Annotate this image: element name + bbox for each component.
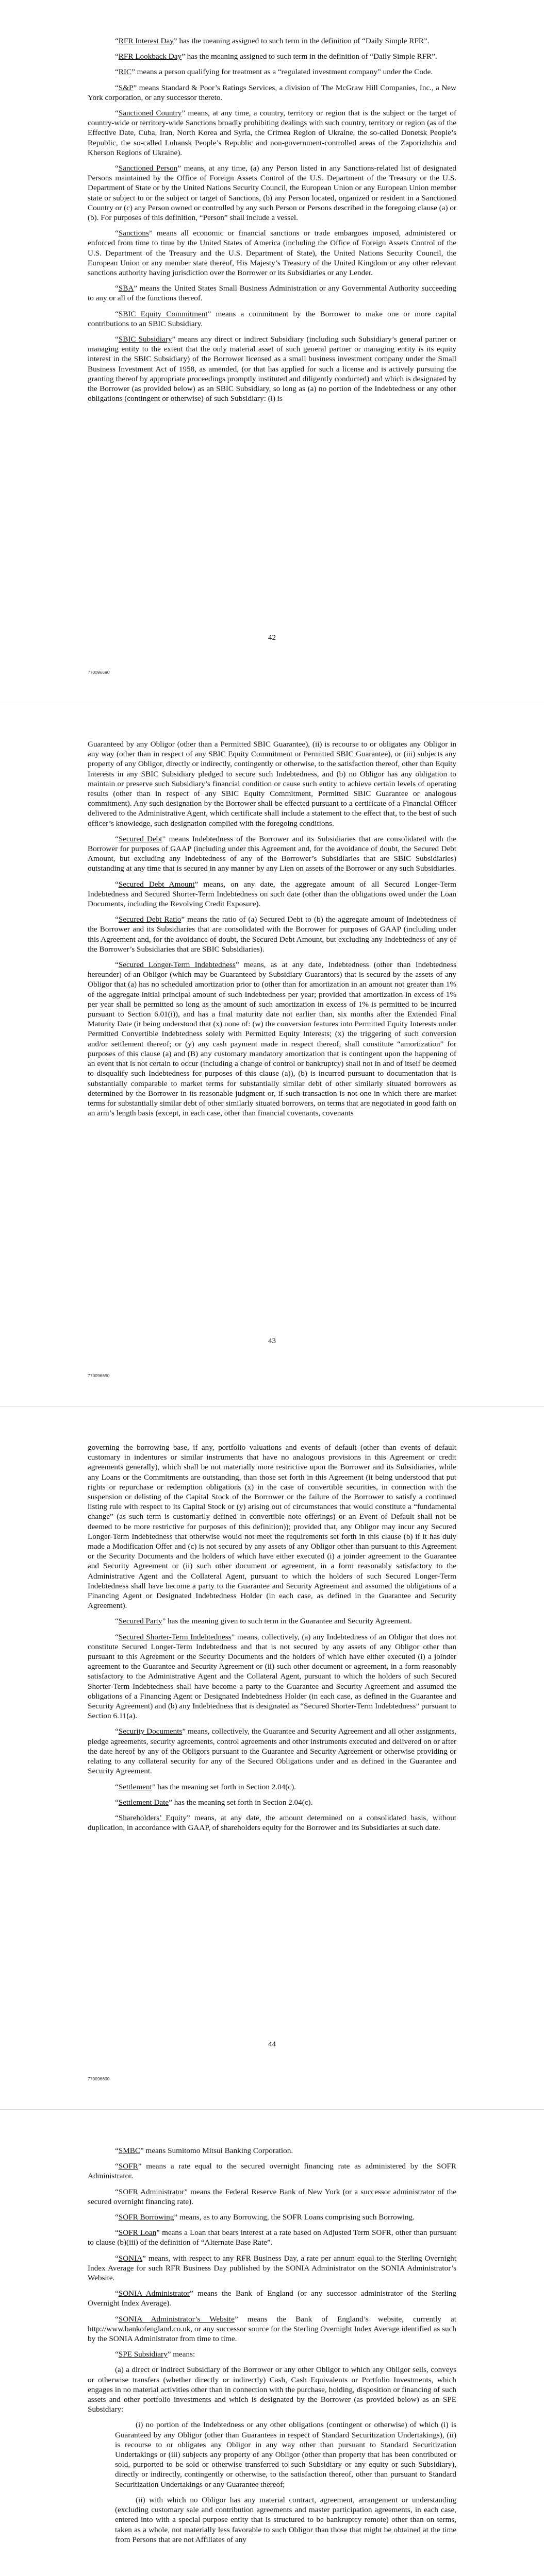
definition-text: ” means the Federal Reserve Bank of New York (or a successor administrator of the secured overnight financing rate). [88,2187,456,2206]
definition-paragraph: “Secured Debt” means Indebtedness of the Borrower and its Subsidiaries that are consolidated with the Borrower for purposes of GAAP (including under this Agreement and, for the avoidance of doubt, the Secured Debt Amount, but excluding any Indebtedness of any of the Borrower’s Subsidiaries that are SBIC Subsidiaries) outstanding at any time that is secured in any manner by any Lien on assets of the Borrower or any such Subsidiaries. [88,834,457,873]
definition-text: ” means Standard & Poor’s Ratings Services, a division of The McGraw Hill Companies, Inc., a New York corporation, or any successor thereto. [88,83,456,102]
definition-text: ” means the United States Small Business Administration or any Governmental Authority succeeding to any or all of the functions thereof. [88,284,456,303]
page-number: 44 [268,2040,276,2048]
continued-paragraph: governing the borrowing base, if any, portfolio valuations and events of default (other than events of default customary in indentures or similar instruments that have no analogous provisions in this Agreement or credit agreements generally), which shall be not materially more restrictive upon the Borrower and its Subsidiaries, while any Loans or the Commitments are outstanding, than those set forth in this Agreement (it being understood that put rights or repurchase or redemption obligations (x) in the case of convertible securities, in connection with the suspension or delisting of the Capital Stock of the Borrower or the failure of the Borrower to satisfy a continued listing rule with respect to its Capital Stock or (y) arising out of circumstances that would constitute a “fundamental change” (as such term is customarily defined in convertible note offerings) or an Event of Default shall not be deemed to be more restrictive for purposes of this definition)); provided that, any Obligor may incur any Secured Longer-Term Indebtedness that otherwise would not meet the requirements set forth in this clause (b) if it has duly made a Modification Offer and (c) is not secured by any assets of any Obligor other than pursuant to this Agreement or the Security Documents and the holders of which have either executed (i) a joinder agreement to the Guarantee and Security Agreement or (ii) such other document or agreement, in a form reasonably satisfactory to the Administrative Agent and the Collateral Agent, pursuant to which the holders of such Secured Longer-Term Indebtedness shall have become a party to the Guarantee and Security Agreement and assumed the obligations of a Financing Agent or Designated Indebtedness Holder (in each case, as defined in the Guarantee and Security Agreement). [88,1443,456,1611]
definition-text: ” means, as at any date, Indebtedness (other than Indebtedness hereunder) of an Obligor (which may be Guaranteed by Subsidiary Guarantors) that is secured by the assets of any Obligor that (a) has no scheduled amortization prior to (other than for amortization in an amount not greater than 1% of the aggregate initial principal amount of such Indebtedness per year; provided that amortization in excess of 1% per year shall be permitted so long as the amount of such amortization in excess of 1% is permitted to be incurred pursuant to Section 6.01(i)), and has a final maturity date not earlier than, six months after the Extended Final Maturity Date (it being understood that (x) none of: (w) the conversion features into Permitted Equity Interests under Permitted Convertible Indebtedness solely with Permitted Equity Interests; (x) the triggering of such conversion and/or settlement thereof; or (y) any cash payment made in respect thereof, shall constitute “amortization” for purposes of this clause (a) and (B) any customary mandatory amortization that is contingent upon the happening of an event that is not certain to occur (including a change of control or bankruptcy) shall not in and of itself be deemed to disqualify such Indebtedness for purposes of this clause (a)), (b) is incurred pursuant to documentation that is substantially comparable to market terms for substantially similar debt of other similarly situated borrowers as determined by the Borrower in its reasonable judgment or, if such transaction is not one in which there are market terms for substantially similar debt of other similarly situated borrowers, on terms that are negotiated in good faith on an arm’s length basis (except, in each case, other than financial covenants, covenants [88,960,456,1118]
definition-paragraph: “SBA” means the United States Small Business Administration or any Governmental Authority succeeding to any or all of the functions thereof. [88,284,456,303]
defined-term: SPE Subsidiary [118,2350,168,2359]
definition-text: ” has the meaning given to such term in the Guarantee and Security Agreement. [162,1617,412,1626]
definition-text: ” has the meaning set forth in Section 2.04(c). [152,1782,296,1791]
subclause-paragraph: (ii) with which no Obligor has any material contract, agreement, arrangement or understanding (excluding customary sale and contribution agreements and master participation agreements, in each case, entered into with a special purpose entity that is structured to be bankruptcy remote) other than on terms, taken as a whole, not materially less favorable to such Obligor than those that might be obtained at the time from Persons that are not Affiliates of any [115,2495,456,2544]
document-id: 770096690 [88,2076,110,2081]
definition-paragraph: “Sanctions” means all economic or financial sanctions or trade embargoes imposed, administered or enforced from time to time by the United States of America (including the Office of Foreign Assets Control of the U.S. Department of the Treasury and the U.S. Department of State), the United Nations Security Council, the European Union or any member state thereof, His Majesty’s Treasury of the United Kingdom or any other relevant sanctions authority having jurisdiction over the Borrower or its Subsidiaries or any Lender. [88,229,456,278]
definition-paragraph: “SBIC Subsidiary” means any direct or indirect Subsidiary (including such Subsidiary’s general partner or managing entity to the extent that the only material asset of such general partner or managing entity is its equity interest in the SBIC Subsidiary) of the Borrower licensed as a small business investment company under the Small Business Investment Act of 1958, as amended, (or that has applied for such a license and is actively pursuing the granting thereof by appropriate proceedings promptly instituted and diligently conducted) and which is designated by the Borrower (as provided below) as an SBIC Subsidiary, so long as (a) no portion of the Indebtedness or any other obligations (contingent or otherwise) of such Subsidiary: (i) is [88,335,456,403]
definition-paragraph: “RFR Interest Day” has the meaning assigned to such term in the definition of “Daily Simple RFR”. [115,37,430,45]
continued-paragraph: Guaranteed by any Obligor (other than a Permitted SBIC Guarantee), (ii) is recourse to or obligates any Obligor in any way (other than in respect of any SBIC Equity Commitment or Permitted SBIC Guarantee), or (iii) subjects any property of any Obligor, directly or indirectly, contingently or otherwise, to the satisfaction thereof, other than Equity Interests in any SBIC Subsidiary pledged to secure such Indebtedness, and (b) no Obligor has any obligation to maintain or preserve such Subsidiary’s financial condition or cause such entity to achieve certain levels of operating results (other than in respect of any SBIC Equity Commitment, Permitted SBIC Guarantee or analogous commitment). Any such designation by the Borrower shall be effected pursuant to a certificate of a Financial Officer delivered to the Administrative Agent, which certificate shall include a statement to the effect that, to the best of such officer’s knowledge, such designation complied with the foregoing conditions. [88,740,456,828]
defined-term: Settlement [118,1782,152,1791]
document-id: 770096690 [88,1373,110,1378]
defined-term: Secured Debt [118,834,162,843]
definition-paragraph: “Secured Party” has the meaning given to such term in the Guarantee and Security Agreement. [115,1617,412,1626]
definition-paragraph: “Settlement Date” has the meaning set forth in Section 2.04(c). [115,1798,313,1807]
definition-text: ” means, at any time, a country, territory or region that is the subject or the target of country-wide or territory-wide Sanctions broadly prohibiting dealings with such country, territory or region (as of the Effective Date, Cuba, Iran, North Korea and Syria, the Crimea Region of Ukraine, the so-called Donetsk People’s Republic, the so-called Luhansk People’s Republic and non-government-controlled areas of the Zaporizhzhia and Kherson Regions of Ukraine). [88,109,456,157]
definition-paragraph: “Secured Debt Ratio” means the ratio of (a) Secured Debt to (b) the aggregate amount of Indebtedness of the Borrower and its Subsidiaries that are consolidated with the Borrower for purposes of GAAP (including under this Agreement and, for the avoidance of doubt, the Secured Debt Amount, but excluding any Indebtedness of any of the Borrower’s Subsidiaries that are SBIC Subsidiaries). [88,915,456,954]
definition-text: ” has the meaning assigned to such term in the definition of “Daily Simple RFR”. [173,37,430,45]
definition-text: ” means a person qualifying for treatment as a “regulated investment company” under the Code. [131,67,433,77]
definition-text: ” means, as to any Borrowing, the SOFR Loans comprising such Borrowing. [174,2213,415,2222]
defined-term: Shareholders’ Equity [118,1813,187,1822]
definition-paragraph: “SOFR” means a rate equal to the secured overnight financing rate as administered by the SOFR Administrator. [88,2162,456,2181]
definition-text: ” means a Loan that bears interest at a rate based on Adjusted Term SOFR, other than pursuant to clause (b)(iii) of the definition of “Alternate Base Rate”. [88,2228,457,2247]
subclause-paragraph: (i) no portion of the Indebtedness or any other obligations (contingent or otherwise) of which (i) is Guaranteed by any Obligor (other than Guarantees in respect of Standard Securitization Undertakings), (ii) is recourse to or obligates any Obligor in any way other than pursuant to Standard Securitization Undertakings or (iii) subjects any property of any Obligor (other than property that has been contributed or sold, purported to be sold or otherwise transferred to such Subsidiary or any equity or such Subsidiary), directly or indirectly, contingently or otherwise, to the satisfaction thereof, other than pursuant to Standard Securitization Undertakings or any Guarantee thereof; [115,2420,456,2489]
defined-term: Secured Shorter-Term Indebtedness [118,1632,232,1641]
defined-term: Secured Debt Ratio [118,915,182,924]
defined-term: Security Documents [118,1727,183,1736]
defined-term: SBIC Equity Commitment [118,309,208,318]
definition-text: ” means a commitment by the Borrower to make one or more capital contributions to an SBIC Subsidiary. [88,309,457,328]
document-page [0,2110,544,2576]
defined-term: SMBC [118,2146,140,2155]
definition-text: ” means, collectively, (a) any Indebtedness of an Obligor that does not constitute Secured Longer-Term Indebtedness and that is not secured by any assets of any Obligor other than pursuant to this Agreement or the Security Documents and the holders of which have either executed (i) a joinder agreement to the Guarantee and Security Agreement or (ii) such other document or agreement, in a form reasonably satisfactory to the Administrative Agent and the Collateral Agent, pursuant to which the holders of such Secured Shorter-Term Indebtedness shall have become a party to the Guarantee and Security Agreement and assumed the obligations of a Financing Agent or Designated Indebtedness Holder (in each case, as defined in the Guarantee and Security Agreement) and (b) any Indebtedness that is designated as “Secured Shorter-Term Indebtedness” pursuant to Section 6.11(a). [88,1632,456,1721]
definition-text: ” means, on any date, the aggregate amount of all Secured Longer-Term Indebtedness and Secured Shorter-Term Indebtedness on such date (other than the obligations owed under the Loan Documents, including the Revolving Credit Exposure). [88,879,456,909]
definition-text: ” has the meaning assigned to such term in the definition of “Daily Simple RFR”. [182,52,437,61]
definition-text: ” means Indebtedness of the Borrower and its Subsidiaries that are consolidated with the Borrower for purposes of GAAP (including under this Agreement and, for the avoidance of doubt, the Secured Debt Amount, but excluding any Indebtedness of any of the Borrower’s Subsidiaries that are SBIC Subsidiaries) outstanding at any time that is secured in any manner by any Lien on assets of the Borrower or any such Subsidiaries. [88,834,457,873]
defined-term: Sanctions [118,229,149,238]
definition-paragraph: “S&P” means Standard & Poor’s Ratings Services, a division of The McGraw Hill Companies, Inc., a New York corporation, or any successor thereto. [88,83,456,102]
defined-term: SONIA [118,2253,143,2263]
page-body [88,739,456,1124]
defined-term: SOFR [118,2162,138,2171]
definition-text: ” means, with respect to any RFR Business Day, a rate per annum equal to the Sterling Overnight Index Average for such RFR Business Day published by the SONIA Administrator on the SONIA Administrator’s Website. [88,2253,456,2283]
defined-term: Sanctioned Country [118,109,182,118]
defined-term: Secured Debt Amount [118,879,195,889]
defined-term: SOFR Borrowing [118,2213,174,2222]
definition-paragraph: “SOFR Borrowing” means, as to any Borrowing, the SOFR Loans comprising such Borrowing. [115,2213,415,2222]
defined-term: Sanctioned Person [118,164,178,173]
definition-paragraph: “Security Documents” means, collectively, the Guarantee and Security Agreement and all other assignments, pledge agreements, security agreements, control agreements and other instruments executed and delivered on or after the date hereof by any of the Obligors pursuant to the Guarantee and Security Agreement or otherwise providing or relating to any collateral security for any of the Secured Obligations under and as defined in the Guarantee and Security Agreement. [88,1727,456,1776]
defined-term: SOFR Loan [118,2228,157,2238]
definition-paragraph: “Shareholders’ Equity” means, at any date, the amount determined on a consolidated basis, without duplication, in accordance with GAAP, of shareholders equity for the Borrower and its Subsidiaries at such date. [88,1813,457,1833]
defined-term: Settlement Date [118,1798,169,1807]
definition-paragraph: “SONIA Administrator’s Website” means the Bank of England’s website, currently at http://www.bankofengland.co.uk, or any successor source for the Sterling Overnight Index Average identified as such by the SONIA Administrator from time to time. [88,2314,457,2344]
document-page [0,0,544,703]
page-body [88,1443,456,1838]
definition-text: ” means: [167,2350,195,2359]
defined-term: SONIA Administrator [118,2289,190,2298]
definition-paragraph: “SMBC” means Sumitomo Mitsui Banking Corporation. [115,2146,293,2155]
definition-paragraph: “Secured Shorter-Term Indebtedness” means, collectively, (a) any Indebtedness of an Obligor that does not constitute Secured Longer-Term Indebtedness and that is not secured by any assets of any Obligor other than pursuant to this Agreement or the Security Documents and the holders of which have either executed (i) a joinder agreement to the Guarantee and Security Agreement or (ii) such other document or agreement, in a form reasonably satisfactory to the Administrative Agent and the Collateral Agent, pursuant to which the holders of such Secured Shorter-Term Indebtedness shall have become a party to the Guarantee and Security Agreement and assumed the obligations of a Financing Agent or Designated Indebtedness Holder (in each case, as defined in the Guarantee and Security Agreement) and (b) any Indebtedness that is designated as “Secured Shorter-Term Indebtedness” pursuant to Section 6.11(a). [88,1632,456,1721]
definition-paragraph: “SONIA Administrator” means the Bank of England (or any successor administrator of the Sterling Overnight Index Average). [88,2289,456,2308]
definition-paragraph: “Settlement” has the meaning set forth in Section 2.04(c). [115,1782,296,1791]
definition-paragraph: “SOFR Administrator” means the Federal Reserve Bank of New York (or a successor administrator of the secured overnight financing rate). [88,2187,456,2206]
page-number: 43 [268,1337,276,1345]
defined-term: S&P [118,83,134,92]
definition-text: ” means any direct or indirect Subsidiary (including such Subsidiary’s general partner or managing entity to the extent that the only material asset of such general partner or managing entity is its equity interest in the SBIC Subsidiary) of the Borrower licensed as a small business investment company under the Small Business Investment Act of 1958, as amended, (or that has applied for such a license and is actively pursuing the granting thereof by appropriate proceedings promptly instituted and diligently conducted) and which is designated by the Borrower (as provided below) as an SBIC Subsidiary, so long as (a) no portion of the Indebtedness or any other obligations (contingent or otherwise) of such Subsidiary: (i) is [88,335,456,403]
page-body [88,2146,456,2550]
defined-term: SONIA Administrator’s Website [118,2314,235,2324]
defined-term: SOFR Administrator [118,2187,185,2196]
definition-text: ” has the meaning set forth in Section 2.04(c). [169,1798,313,1807]
definition-paragraph: “Secured Debt Amount” means, on any date, the aggregate amount of all Secured Longer-Term Indebtedness and Secured Shorter-Term Indebtedness on such date (other than the obligations owed under the Loan Documents, including the Revolving Credit Exposure). [88,879,456,909]
definition-text: ” means the Bank of England (or any successor administrator of the Sterling Overnight Index Average). [88,2289,456,2308]
definition-paragraph: “Sanctioned Person” means, at any time, (a) any Person listed in any Sanctions-related list of designated Persons maintained by the Office of Foreign Assets Control of the U.S. Department of the Treasury or the U.S. Department of State or by the United Nations Security Council, the European Union or any European Union member state or subject to or the subject or target of Sanctions, (b) any Person located, organized or resident in a Sanctioned Country or (c) any Person owned or controlled by any such Person or Persons described in the foregoing clause (a) or (b). For purposes of this definition, “Person” shall include a vessel. [88,164,456,223]
defined-term: RFR Interest Day [118,37,174,45]
defined-term: SBA [118,284,134,293]
definition-text: ” means the ratio of (a) Secured Debt to (b) the aggregate amount of Indebtedness of the Borrower and its Subsidiaries that are consolidated with the Borrower for purposes of GAAP (including under this Agreement and, for the avoidance of doubt, the Secured Debt Amount, but excluding any Indebtedness of any of the Borrower’s Subsidiaries that are SBIC Subsidiaries). [88,915,456,954]
page-number: 42 [268,634,276,642]
subclause-paragraph: (a) a direct or indirect Subsidiary of the Borrower or any other Obligor to which any Obligor sells, conveys or otherwise transfers (whether directly or indirectly) Cash, Cash Equivalents or Portfolio Investments, which engages in no material activities other than in connection with the purchase, holding, disposition or financing of such assets and other portfolio investments and which is designated by the Borrower (as provided below) as an SPE Subsidiary: [88,2365,456,2414]
definition-text: ” means, at any date, the amount determined on a consolidated basis, without duplication, in accordance with GAAP, of shareholders equity for the Borrower and its Subsidiaries at such date. [88,1813,457,1833]
defined-term: SBIC Subsidiary [118,335,172,344]
document-page [0,703,544,1406]
defined-term: Secured Longer-Term Indebtedness [118,960,236,970]
defined-term: RFR Lookback Day [118,52,182,61]
definition-paragraph: “RIC” means a person qualifying for treatment as a “regulated investment company” under the Code. [115,67,433,77]
definition-paragraph: “SPE Subsidiary” means: [115,2350,195,2359]
definition-paragraph: “Sanctioned Country” means, at any time, a country, territory or region that is the subject or the target of country-wide or territory-wide Sanctions broadly prohibiting dealings with such country, territory or region (as of the Effective Date, Cuba, Iran, North Korea and Syria, the Crimea Region of Ukraine, the so-called Donetsk People’s Republic, the so-called Luhansk People’s Republic and non-government-controlled areas of the Zaporizhzhia and Kherson Regions of Ukraine). [88,109,456,157]
document-id: 770096690 [88,670,110,675]
definition-paragraph: “Secured Longer-Term Indebtedness” means, as at any date, Indebtedness (other than Indebtedness hereunder) of an Obligor (which may be Guaranteed by Subsidiary Guarantors) that is secured by the assets of any Obligor that (a) has no scheduled amortization prior to (other than for amortization in an amount not greater than 1% of the aggregate initial principal amount of such Indebtedness per year; provided that amortization in excess of 1% per year shall be permitted so long as the amount of such amortization in excess of 1% is permitted to be incurred pursuant to Section 6.01(i)), and has a final maturity date not earlier than, six months after the Extended Final Maturity Date (it being understood that (x) none of: (w) the conversion features into Permitted Equity Interests under Permitted Convertible Indebtedness solely with Permitted Equity Interests; (x) the triggering of such conversion and/or settlement thereof; or (y) any cash payment made in respect thereof, shall constitute “amortization” for purposes of this clause (a) and (B) any customary mandatory amortization that is contingent upon the happening of an event that is not certain to occur (including a change of control or bankruptcy) shall not in and of itself be deemed to disqualify such Indebtedness for purposes of this clause (a)), (b) is incurred pursuant to documentation that is substantially comparable to market terms for substantially similar debt of other similarly situated borrowers as determined by the Borrower in its reasonable judgment or, if such transaction is not one in which there are market terms for substantially similar debt of other similarly situated borrowers, on terms that are negotiated in good faith on an arm’s length basis (except, in each case, other than financial covenants, covenants [88,960,456,1118]
definition-text: ” means Sumitomo Mitsui Banking Corporation. [140,2146,293,2155]
definition-text: ” means the Bank of England’s website, currently at http://www.bankofengland.co.uk, or any successor source for the Sterling Overnight Index Average identified as such by the SONIA Administrator from time to time. [88,2314,457,2344]
defined-term: Secured Party [118,1617,162,1626]
definition-text: ” means, at any time, (a) any Person listed in any Sanctions-related list of designated Persons maintained by the Office of Foreign Assets Control of the U.S. Department of the Treasury or the U.S. Department of State or by the United Nations Security Council, the European Union or any European Union member state or subject to or the subject or target of Sanctions, (b) any Person located, organized or resident in a Sanctioned Country or (c) any Person owned or controlled by any such Person or Persons described in the foregoing clause (a) or (b). For purposes of this definition, “Person” shall include a vessel. [88,164,456,223]
definition-paragraph: “SOFR Loan” means a Loan that bears interest at a rate based on Adjusted Term SOFR, other than pursuant to clause (b)(iii) of the definition of “Alternate Base Rate”. [88,2228,457,2247]
definition-paragraph: “SBIC Equity Commitment” means a commitment by the Borrower to make one or more capital contributions to an SBIC Subsidiary. [88,309,457,328]
definition-paragraph: “RFR Lookback Day” has the meaning assigned to such term in the definition of “Daily Simple RFR”. [115,52,437,61]
document-page [0,1406,544,2110]
defined-term: RIC [118,67,132,77]
page-body [88,36,456,410]
definition-text: ” means a rate equal to the secured overnight financing rate as administered by the SOFR Administrator. [88,2162,456,2181]
definition-text: ” means all economic or financial sanctions or trade embargoes imposed, administered or enforced from time to time by the United States of America (including the Office of Foreign Assets Control of the U.S. Department of the Treasury and the U.S. Department of State), the United Nations Security Council, the European Union or any member state thereof, His Majesty’s Treasury of the United Kingdom or any other relevant sanctions authority having jurisdiction over the Borrower or its Subsidiaries or any Lender. [88,229,456,278]
definition-text: ” means, collectively, the Guarantee and Security Agreement and all other assignments, pledge agreements, security agreements, control agreements and other instruments executed and delivered on or after the date hereof by any of the Obligors pursuant to the Guarantee and Security Agreement or otherwise providing or relating to any collateral security for any of the Secured Obligations under and as defined in the Guarantee and Security Agreement. [88,1727,456,1776]
definition-paragraph: “SONIA” means, with respect to any RFR Business Day, a rate per annum equal to the Sterling Overnight Index Average for such RFR Business Day published by the SONIA Administrator on the SONIA Administrator’s Website. [88,2253,456,2283]
